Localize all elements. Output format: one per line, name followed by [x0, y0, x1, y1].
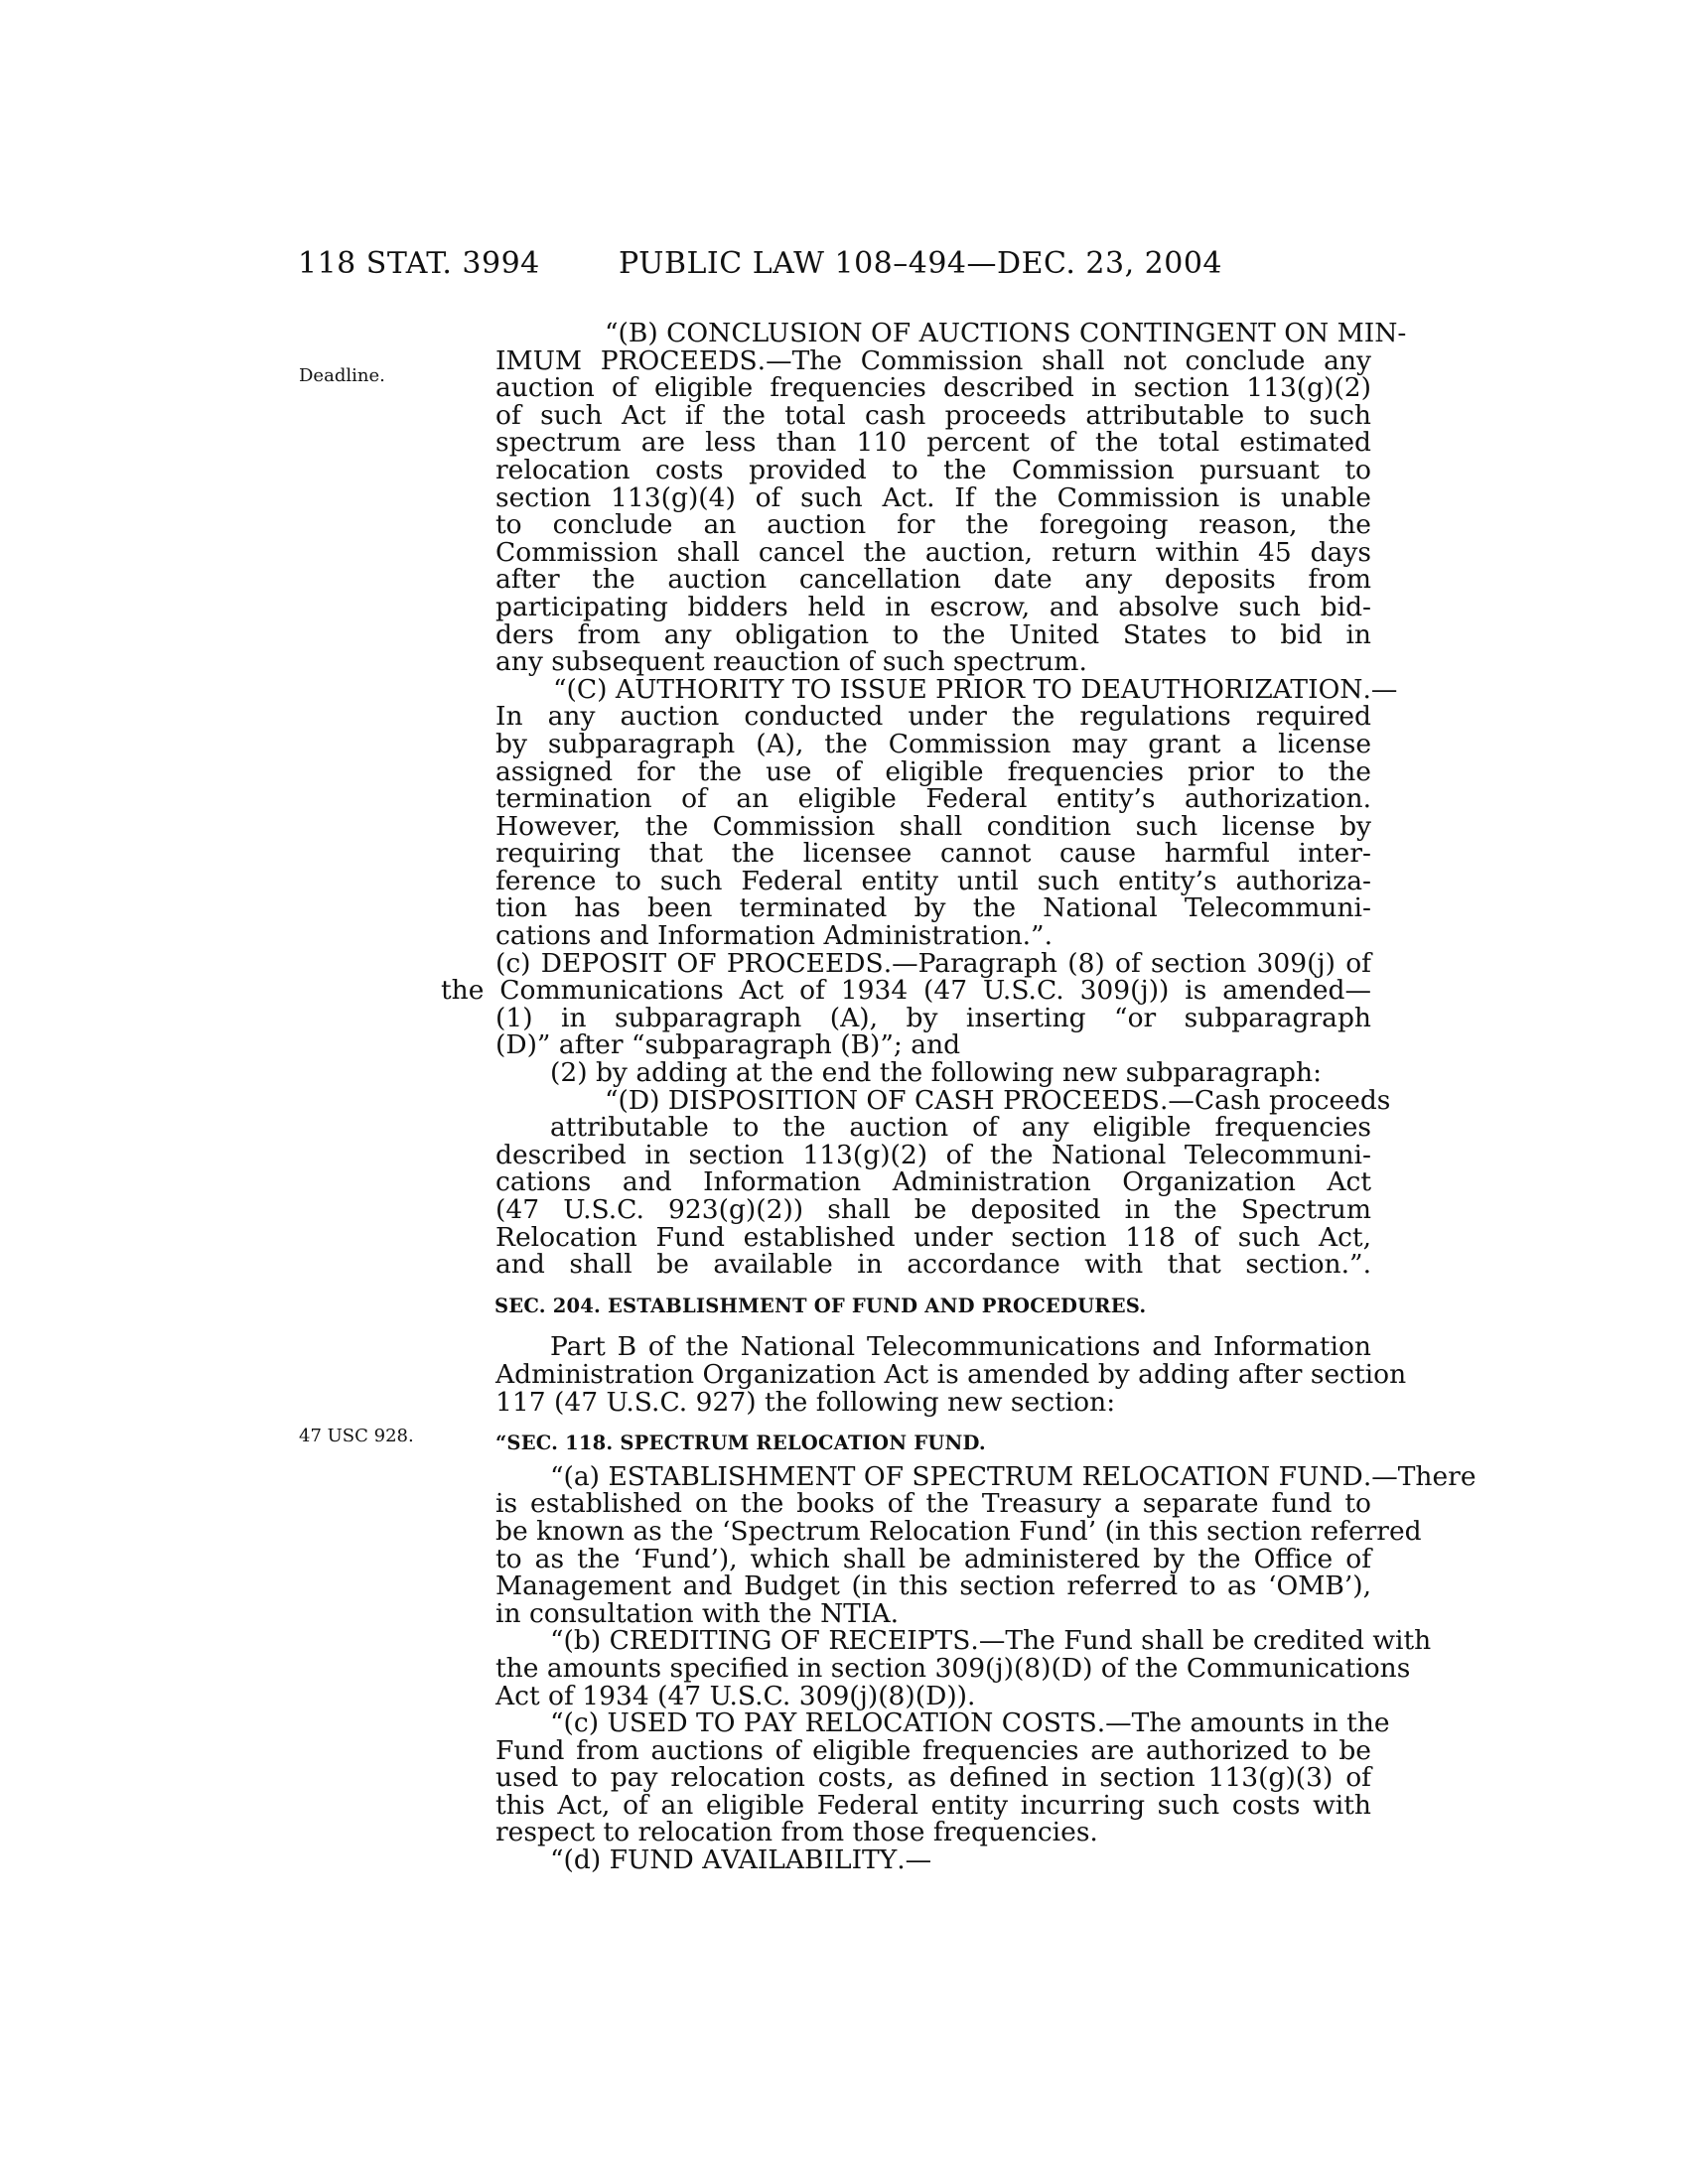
subparagraph-c-line: by subparagraph (A), the Commission may grant a license: [495, 728, 1371, 759]
subparagraph-c-line: ference to such Federal entity until such entity’s authoriza-: [495, 865, 1371, 896]
subparagraph-c-line: assigned for the use of eligible frequencies prior to the: [495, 755, 1371, 787]
section-204-line: Administration Organization Act is amended by adding after section: [495, 1358, 1407, 1390]
section-204-heading: SEC. 204. ESTABLISHMENT OF FUND AND PROCEDURES.: [494, 1294, 1147, 1317]
running-header: [0, 246, 1688, 294]
subparagraph-c-line: However, the Commission shall condition such license by: [495, 810, 1371, 842]
subsection-c-line: Fund from auctions of eligible frequencies are authorized to be: [495, 1734, 1371, 1766]
subparagraph-b-line: to conclude an auction for the foregoing reason, the: [495, 509, 1371, 541]
margin-note-deadline: Deadline.: [299, 365, 385, 386]
subparagraph-b-line: of such Act if the total cash proceeds attributable to such: [495, 399, 1371, 431]
subparagraph-c-line: requiring that the licensee cannot cause harmful inter-: [495, 838, 1371, 870]
section-118-heading: “SEC. 118. SPECTRUM RELOCATION FUND.: [495, 1432, 986, 1455]
subsection-d-heading: “(d) FUND AVAILABILITY.—: [550, 1844, 932, 1876]
subparagraph-d-heading: “(D) DISPOSITION OF CASH PROCEEDS.—Cash proceeds: [605, 1084, 1391, 1116]
subparagraph-b-heading: “(B) CONCLUSION OF AUCTIONS CONTINGENT ON MIN-: [605, 318, 1407, 348]
paragraph-1-line: (D)” after “subparagraph (B)”; and: [495, 1029, 961, 1061]
subsection-b-line: Act of 1934 (47 U.S.C. 309(j)(8)(D)).: [495, 1680, 976, 1711]
subsection-c-line: respect to relocation from those frequencies.: [495, 1817, 1098, 1848]
subparagraph-b-line: IMUM PROCEEDS.—The Commission shall not conclude any: [495, 344, 1371, 376]
subparagraph-b-line: auction of eligible frequencies described in section 113(g)(2): [495, 372, 1371, 404]
subsection-b-heading: “(b) CREDITING OF RECEIPTS.—The Fund shall be credited with: [550, 1625, 1432, 1657]
subparagraph-d-line: Relocation Fund established under section 118 of such Act,: [495, 1221, 1371, 1253]
subparagraph-d-line: (47 U.S.C. 923(g)(2)) shall be deposited in the Spectrum: [495, 1194, 1371, 1225]
subparagraph-c-line: In any auction conducted under the regulations required: [495, 701, 1371, 733]
subparagraph-d-line: described in section 113(g)(2) of the National Telecommuni-: [495, 1139, 1371, 1170]
subsection-b-line: the amounts specified in section 309(j)(8)(D) of the Communications: [495, 1652, 1411, 1684]
public-law-title: PUBLIC LAW 108–494—DEC. 23, 2004: [619, 246, 1223, 281]
subsection-c-line: this Act, of an eligible Federal entity incurring such costs with: [495, 1789, 1371, 1821]
subsection-a-line: Management and Budget (in this section referred to as ‘OMB’),: [495, 1570, 1371, 1602]
subparagraph-c-line: cations and Information Administration.”.: [495, 920, 1054, 952]
subparagraph-b-line: Commission shall cancel the auction, return within 45 days: [495, 536, 1371, 568]
subsection-a-heading: “(a) ESTABLISHMENT OF SPECTRUM RELOCATION FUND.—There: [550, 1460, 1477, 1492]
subparagraph-b-line: participating bidders held in escrow, and absolve such bid-: [495, 591, 1371, 622]
subsection-a-line: is established on the books of the Treasury a separate fund to: [495, 1488, 1371, 1520]
subparagraph-b-line: section 113(g)(4) of such Act. If the Commission is unable: [495, 481, 1371, 513]
paragraph-1-line: (1) in subparagraph (A), by inserting “or subparagraph: [495, 1002, 1371, 1033]
subparagraph-b-line: spectrum are less than 110 percent of the total estimated: [495, 427, 1371, 459]
subparagraph-b-line: any subsequent reauction of such spectrum.: [495, 646, 1087, 678]
subparagraph-c-line: termination of an eligible Federal entity’s authorization.: [495, 783, 1371, 815]
subparagraph-d-line: and shall be available in accordance with that section.”.: [495, 1249, 1371, 1281]
document-body: [441, 318, 1477, 1876]
subparagraph-b-line: relocation costs provided to the Commission pursuant to: [495, 454, 1371, 485]
subsection-a-line: to as the ‘Fund’), which shall be administered by the Office of: [495, 1543, 1371, 1574]
subparagraph-c-line: tion has been terminated by the National Telecommuni-: [495, 892, 1371, 924]
subparagraph-b-line: ders from any obligation to the United States to bid in: [495, 618, 1371, 650]
subsection-c-heading: “(c) USED TO PAY RELOCATION COSTS.—The amounts in the: [550, 1707, 1390, 1739]
subparagraph-d-line: attributable to the auction of any eligible frequencies: [550, 1112, 1371, 1144]
subparagraph-c-heading: “(C) AUTHORITY TO ISSUE PRIOR TO DEAUTHORIZATION.—: [553, 673, 1398, 705]
margin-note-usc: 47 USC 928.: [299, 1426, 414, 1446]
subparagraph-b-line: after the auction cancellation date any deposits from: [495, 564, 1371, 596]
subsection-c-line: used to pay relocation costs, as defined in section 113(g)(3) of: [495, 1762, 1371, 1794]
subparagraph-d-line: cations and Information Administration Organization Act: [495, 1166, 1371, 1198]
subsection-c-line: the Communications Act of 1934 (47 U.S.C. 309(j)) is amended—: [441, 975, 1371, 1007]
subsection-c-heading: (c) DEPOSIT OF PROCEEDS.—Paragraph (8) of section 309(j) of: [495, 947, 1371, 979]
paragraph-2-line: (2) by adding at the end the following new subparagraph:: [550, 1057, 1323, 1089]
subsection-a-line: be known as the ‘Spectrum Relocation Fund’ (in this section referred: [495, 1515, 1422, 1547]
section-204-line: Part B of the National Telecommunications and Information: [550, 1331, 1371, 1363]
statute-page-number: 118 STAT. 3994: [298, 246, 540, 281]
section-204-line: 117 (47 U.S.C. 927) the following new section:: [495, 1386, 1116, 1418]
subsection-a-line: in consultation with the NTIA.: [495, 1597, 900, 1629]
